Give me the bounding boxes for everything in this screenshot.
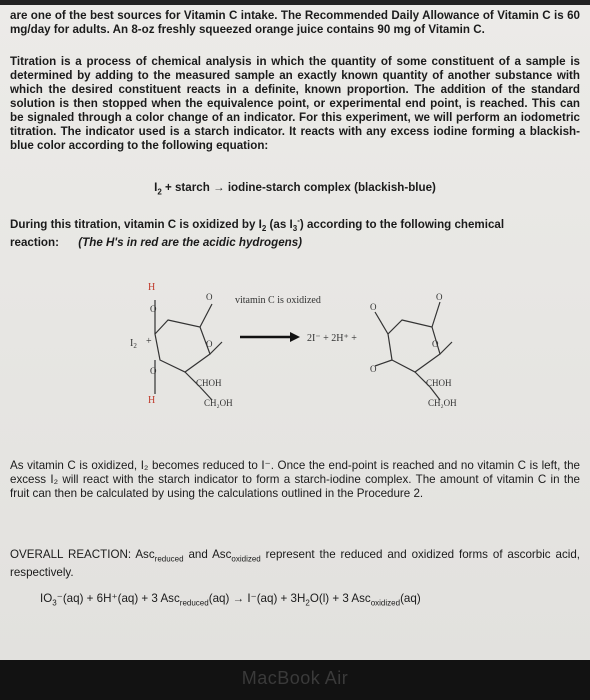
o-right-top: O (436, 292, 443, 302)
i2-reactant: $I_2$ (130, 338, 137, 350)
as-vitamin-c-paragraph: As vitamin C is oxidized, I₂ becomes reduced to I⁻. Once the end-point is reached and no vitamin C is left, the excess I₂ will react with the starch indicator to form a starch-iodine complex. The amount of vitamin C in the fruit can then be calculated by using the calculations outlined in the Procedure 2. (10, 459, 580, 500)
overall-reaction-paragraph: OVERALL REACTION: Asc$_{reduced}$ and Asc$_{oxidized}$ represent the reduced and oxidized forms of ascorbic acid, respectively. (10, 548, 580, 580)
during-paragraph: During this titration, vitamin C is oxidized by $I_2$ (as $I_3^-$) according to the following chemical reaction: (The H's in red are the acidic hydrogens) (10, 216, 505, 250)
products-text: 2I⁻ + 2H⁺ + (307, 333, 357, 344)
reaction-arrow-head (290, 332, 300, 342)
o-right-mid: O (432, 339, 439, 349)
oxidized-label: vitamin C is oxidized (235, 295, 321, 306)
intro-paragraph: are one of the best sources for Vitamin C intake. The Recommended Daily Allowance of Vitamin C is 60 mg/day for adults. An 8-oz freshly squeezed orange juice contains 90 mg of Vitamin C. (10, 9, 580, 36)
o-right-upper: O (370, 302, 377, 312)
plus-sign: + (146, 336, 152, 347)
ascorbic-ring-left (155, 320, 210, 372)
o-right-lower: O (370, 364, 377, 374)
reaction-scheme (0, 272, 590, 452)
titration-paragraph: Titration is a process of chemical analysis in which the quantity of some constituent of a sample is determined by adding to the measured sample an exactly known quantity of another substance with which the desired constituent reacts in a definite, known proportion. The addition of the standard solution is then stopped when the equivalence point, or experimental end point, is reached. This can be signaled through a color change of an indicator. For this experiment, we will perform an iodometric titration. The indicator used is a starch indicator. It reacts with any excess iodine forming a blackish-blue color according to the following equation: (10, 55, 580, 152)
acidic-h-top: H (148, 282, 156, 293)
overall-equation: $IO_3^-(aq) + 6H^+(aq) + 3$ $Asc_{reduced}(aq) \to I^-(aq) + 3H_2O(l) + 3$ Asc$_{oxidized}$(aq) (40, 592, 421, 608)
o-left-upper: O (150, 304, 157, 314)
chain-ch2oh-left: CH₂OH (204, 398, 233, 408)
chain-ch2oh-right: CH₂OH (428, 398, 457, 408)
device-brand-label: MacBook Air (241, 668, 349, 688)
chain-choh-right: CHOH (426, 378, 452, 388)
top-edge (0, 0, 590, 5)
o-left-mid: O (206, 339, 213, 349)
chain-choh-left: CHOH (196, 378, 222, 388)
o-left-lower: O (150, 366, 157, 376)
o-left-top: O (206, 292, 213, 302)
acidic-h-bottom: H (148, 395, 156, 406)
starch-equation: $I_2$ + starch → iodine-starch complex (blackish-blue) (154, 181, 436, 197)
